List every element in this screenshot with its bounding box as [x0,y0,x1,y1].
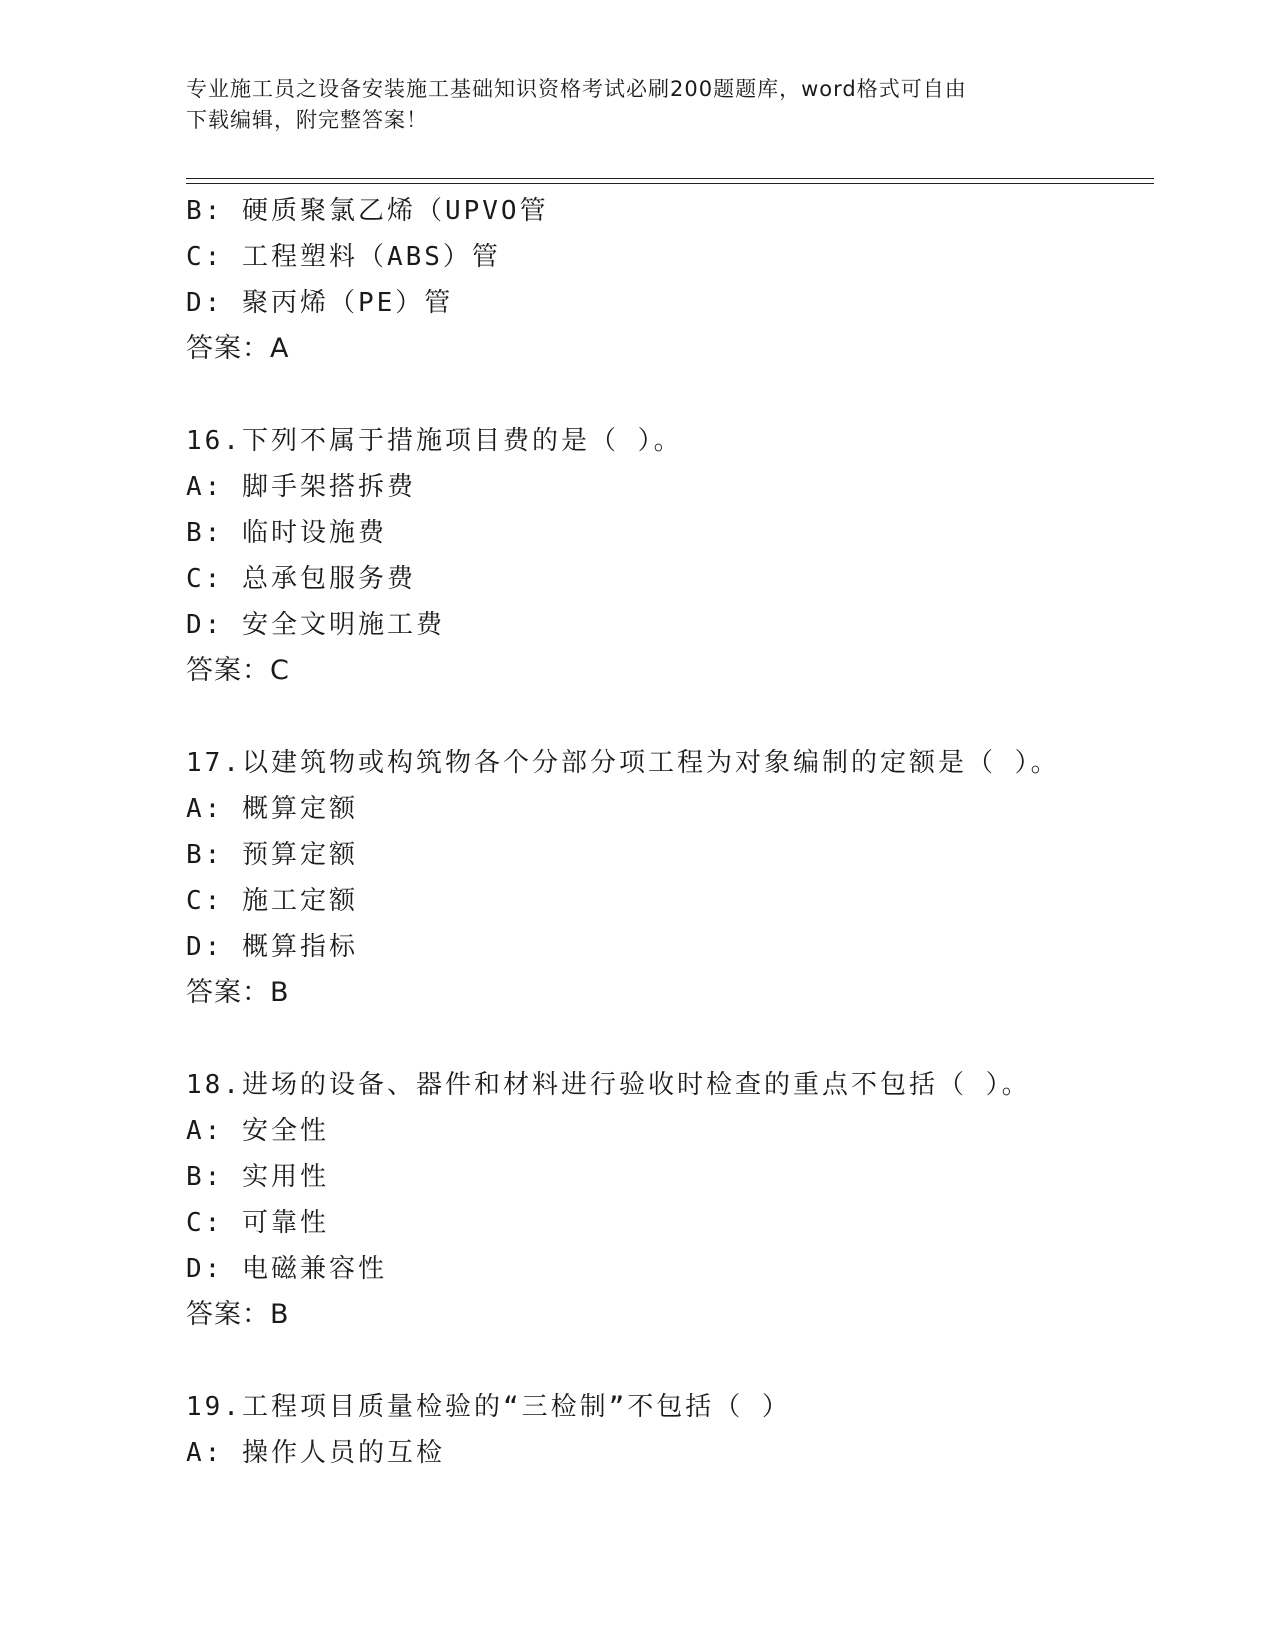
answer: 答案：C [186,655,290,686]
question-text: 17.以建筑物或构筑物各个分部分项工程为对象编制的定额是（ ）。 [186,748,1060,778]
question-18 [186,1062,1186,1338]
question-19 [186,1384,1186,1476]
spacer [186,372,1186,418]
option-b: B: 实用性 [186,1162,329,1192]
option-b: B: 预算定额 [186,840,358,870]
question-17 [186,740,1186,1016]
option-d: D: 安全文明施工费 [186,610,445,640]
option-c: C: 施工定额 [186,886,358,916]
question-16 [186,418,1186,694]
option-c: C: 可靠性 [186,1208,329,1238]
question-15 [186,188,1186,372]
option-c: C: 工程塑料（ABS）管 [186,242,501,272]
option-d: D: 聚丙烯（PE）管 [186,288,454,318]
document-header [186,74,1086,136]
header-rule-bottom [186,183,1154,184]
option-d: D: 电磁兼容性 [186,1254,387,1284]
spacer [186,694,1186,740]
question-text: 16.下列不属于措施项目费的是（ ）。 [186,426,683,456]
option-a: A: 脚手架搭拆费 [186,472,416,502]
option-a: A: 概算定额 [186,794,358,824]
answer: 答案：B [186,1299,290,1330]
spacer [186,1338,1186,1384]
answer: 答案：A [186,333,290,364]
header-rule-top [186,178,1154,179]
spacer [186,1016,1186,1062]
option-d: D: 概算指标 [186,932,358,962]
option-a: A: 安全性 [186,1116,329,1146]
header-line-1: 专业施工员之设备安装施工基础知识资格考试必刷200题题库，word格式可自由 [186,77,967,101]
question-text: 18.进场的设备、器件和材料进行验收时检查的重点不包括（ ）。 [186,1070,1031,1100]
answer: 答案：B [186,977,290,1008]
question-list [186,188,1186,1476]
option-b: B: 临时设施费 [186,518,387,548]
question-text: 19.工程项目质量检验的“三检制”不包括（ ） [186,1392,791,1422]
header-line-2: 下载编辑，附完整答案！ [186,108,428,132]
option-b: B: 硬质聚氯乙烯（UPVO管 [186,196,549,226]
option-c: C: 总承包服务费 [186,564,416,594]
option-a: A: 操作人员的互检 [186,1438,445,1468]
